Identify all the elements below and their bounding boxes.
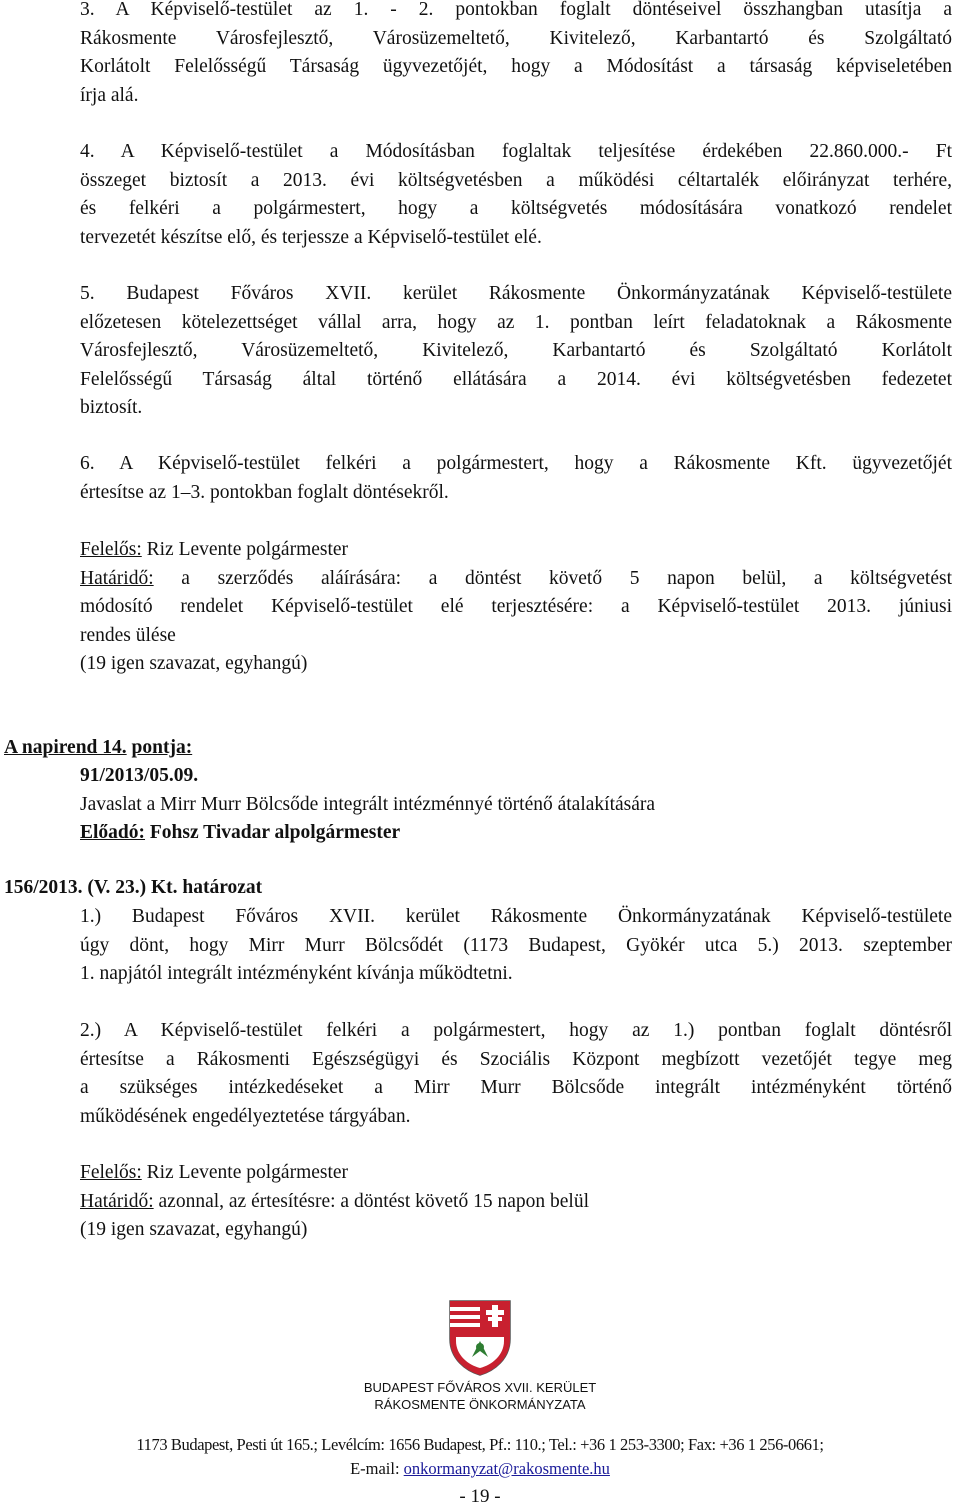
responsible-label: Felelős: bbox=[80, 539, 142, 560]
footer-email-line bbox=[0, 1458, 960, 1480]
page-number: - 19 - bbox=[459, 1486, 501, 1507]
agenda-number: 91/2013/05.09. bbox=[80, 765, 199, 786]
footer-org-line-1: BUDAPEST FŐVÁROS XVII. KERÜLET bbox=[363, 1380, 597, 1395]
text-line: módosító rendelet Képviselő-testület elé terjesztésére: a Képviselő-testület 2013. júniusi bbox=[80, 596, 952, 617]
footer-org-line-2: RÁKOSMENTE ÖNKORMÁNYZATA bbox=[374, 1397, 586, 1412]
text-line: értesítse a Rákosmenti Egészségügyi és Szociális Központ megbízott vezetőjét tegye meg bbox=[80, 1048, 952, 1070]
text-line: működésének engedélyeztetése tárgyában. bbox=[80, 1105, 411, 1127]
footer-email-link[interactable]: onkormanyzat@rakosmente.hu bbox=[403, 1459, 610, 1478]
text-line: a szükséges intézkedéseket a Mirr Murr Bölcsőde integrált intézményként történő bbox=[80, 1077, 952, 1098]
text-line: összeget biztosít a 2013. évi költségvetésben a működési céltartalék előirányzat terhére, bbox=[80, 169, 952, 191]
text-line: Korlátolt Felelősségű Társaság ügyvezetőjét, hogy a Módosítást a társaság képviseletében bbox=[80, 56, 952, 77]
text-line: és felkéri a polgármestert, hogy a költségvetés módosítására vonatkozó rendelet bbox=[80, 198, 952, 219]
text-line: 4. A Képviselő-testület a Módosításban foglaltak teljesítése érdekében 22.860.000.- Ft bbox=[80, 141, 952, 162]
paragraph-4 bbox=[80, 138, 952, 252]
responsibility-block-1 bbox=[80, 536, 952, 679]
agenda-point-label: pontja: bbox=[131, 737, 193, 758]
text-line: 1. napjától integrált intézményként kívánja működtetni. bbox=[80, 963, 513, 984]
text-line: értesítse az 1–3. pontokban foglalt döntésekről. bbox=[80, 481, 449, 503]
text-line: Városfejlesztő, Városüzemeltető, Kivitelező, Karbantartó és Szolgáltató Korlátolt bbox=[80, 340, 952, 361]
text-line: 3. A Képviselő-testület az 1. - 2. pontokban foglalt döntéseivel összhangban utasítja a bbox=[80, 0, 952, 20]
resolution-title: 156/2013. (V. 23.) Kt. határozat bbox=[4, 877, 263, 898]
deadline-value: a szerződés aláírására: a döntést követő 5 napon belül, a költségvetést bbox=[153, 567, 952, 589]
footer-email-label: E-mail: bbox=[350, 1459, 404, 1478]
responsible-label: Felelős: bbox=[80, 1162, 142, 1183]
text-line: rendes ülése bbox=[80, 624, 176, 646]
text-line: előzetesen kötelezettséget vállal arra, hogy az 1. pontban leírt feladatoknak a Rákosmente bbox=[80, 311, 952, 333]
text-line: Felelősségű Társaság által történő ellátására a 2014. évi költségvetésben fedezetet bbox=[80, 368, 952, 390]
deadline-label: Határidő: bbox=[80, 1190, 154, 1212]
vote-result: (19 igen szavazat, egyhangú) bbox=[80, 1219, 308, 1240]
resolution-point-1 bbox=[80, 903, 952, 989]
footer-address: 1173 Budapest, Pesti út 165.; Levélcím: 1656 Budapest, Pf.: 110.; Tel.: +36 1 253-3300; Fax: +36 1 256-0661; bbox=[136, 1435, 824, 1454]
presenter-line bbox=[80, 819, 952, 848]
coat-of-arms-icon bbox=[446, 1297, 514, 1377]
deadline-label: Határidő: bbox=[80, 567, 154, 589]
text-line: 5. Budapest Főváros XVII. kerület Rákosmente Önkormányzatának Képviselő-testülete bbox=[80, 283, 952, 304]
vote-result: (19 igen szavazat, egyhangú) bbox=[80, 653, 308, 674]
text-line: 1.) Budapest Főváros XVII. kerület Rákosmente Önkormányzatának Képviselő-testülete bbox=[80, 906, 952, 927]
text-line: úgy dönt, hogy Mirr Murr Bölcsődét (1173 Budapest, Gyökér utca 5.) 2013. szeptember bbox=[80, 934, 952, 956]
deadline-line bbox=[80, 565, 952, 594]
deadline-value: azonnal, az értesítésre: a döntést követő 15 napon belül bbox=[153, 1190, 589, 1212]
text-line: 2.) A Képviselő-testület felkéri a polgármestert, hogy az 1.) pontban foglalt döntésről bbox=[80, 1020, 952, 1041]
responsible-value: Riz Levente polgármester bbox=[141, 539, 349, 560]
agenda-title: Javaslat a Mirr Murr Bölcsőde integrált intézménnyé történő átalakítására bbox=[80, 793, 656, 815]
paragraph-5 bbox=[80, 280, 952, 423]
text-line: Rákosmente Városfejlesztő, Városüzemeltető, Kivitelező, Karbantartó és Szolgáltató bbox=[80, 27, 952, 49]
responsible-line bbox=[80, 1159, 952, 1188]
text-line: tervezetét készítse elő, és terjessze a Képviselő-testület elé. bbox=[80, 226, 542, 248]
presenter-value: Fohsz Tivadar alpolgármester bbox=[145, 822, 401, 843]
responsible-line bbox=[80, 536, 952, 565]
deadline-line bbox=[80, 1188, 952, 1217]
text-line: biztosít. bbox=[80, 397, 143, 418]
agenda-label: A napirend 14. bbox=[4, 737, 127, 758]
paragraph-3 bbox=[80, 0, 952, 110]
presenter-label: Előadó: bbox=[80, 822, 146, 843]
paragraph-6 bbox=[80, 450, 952, 507]
resolution-point-2 bbox=[80, 1017, 952, 1131]
agenda-heading bbox=[4, 734, 192, 763]
text-line: 6. A Képviselő-testület felkéri a polgármestert, hogy a Rákosmente Kft. ügyvezetőjét bbox=[80, 453, 952, 474]
responsible-value: Riz Levente polgármester bbox=[141, 1162, 349, 1183]
responsibility-block-2 bbox=[80, 1159, 952, 1245]
text-line: írja alá. bbox=[80, 84, 139, 106]
agenda-details bbox=[80, 762, 952, 848]
